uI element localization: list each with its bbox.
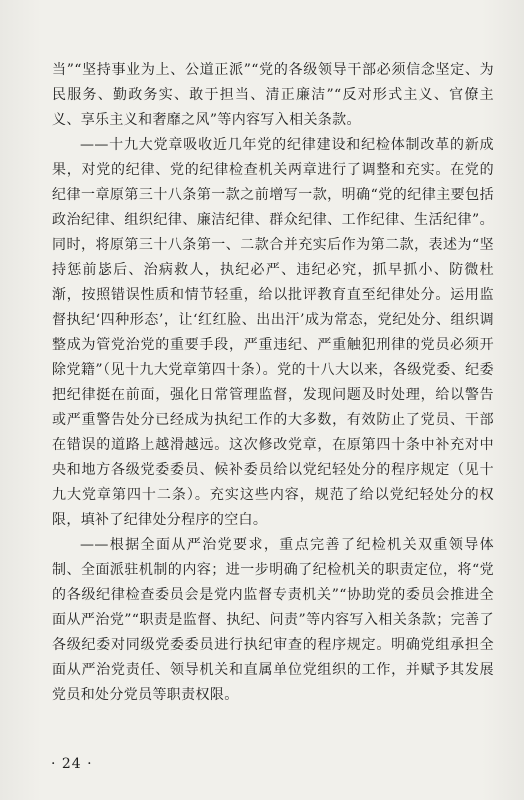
paragraph-continued: 当”“坚持事业为上、公道正派”“党的各级领导干部必须信念坚定、为民服务、勤政务实、敢于担当、清正廉洁”“反对形式主义、官僚主义、享乐主义和奢靡之风”等内容写入相关条款。 <box>52 62 494 128</box>
body-text <box>52 58 494 708</box>
paragraph-inspection: ——根据全面从严治党要求，重点完善了纪检机关双重领导体制、全面派驻机制的内容；进一步明确了纪检机关的职责定位，将“党的各级纪律检查委员会是党内监督专责机关”“协助党的委员会推进全面从严治党”“职责是监督、执纪、问责”等内容写入相关条款；完善了各级纪委对同级党委委员进行执纪审查的程序规定。明确党组承担全面从严治党责任、领导机关和直属单位党组织的工作，并赋予其发展党员和处分党员等职责权限。 <box>52 537 494 703</box>
paragraph-discipline: ——十九大党章吸收近几年党的纪律建设和纪检体制改革的新成果，对党的纪律、党的纪律检查机关两章进行了调整和充实。在党的纪律一章原第三十八条第一款之前增写一款，明确“党的纪律主要包括政治纪律、组织纪律、廉洁纪律、群众纪律、工作纪律、生活纪律”。同时，将原第三十八条第一、二款合并充实后作为第二款，表述为“坚持惩前毖后、治病救人，执纪必严、违纪必究，抓早抓小、防微杜渐，按照错误性质和情节轻重，给以批评教育直至纪律处分。运用监督执纪‘四种形态’，让‘红红脸、出出汗’成为常态，党纪处分、组织调整成为管党治党的重要手段，严重违纪、严重触犯刑律的党员必须开除党籍”（见十九大党章第四十条）。党的十八大以来，各级党委、纪委把纪律挺在前面，强化日常管理监督，发现问题及时处理，给以警告或严重警告处分已经成为执纪工作的大多数，有效防止了党员、干部在错误的道路上越滑越远。这次修改党章，在原第四十条中补充对中央和地方各级党委委员、候补委员给以党纪轻处分的程序规定（见十九大党章第四十二条）。充实这些内容，规范了给以党纪轻处分的权限，填补了纪律处分程序的空白。 <box>52 137 494 528</box>
page-number: · 24 · <box>51 756 93 772</box>
